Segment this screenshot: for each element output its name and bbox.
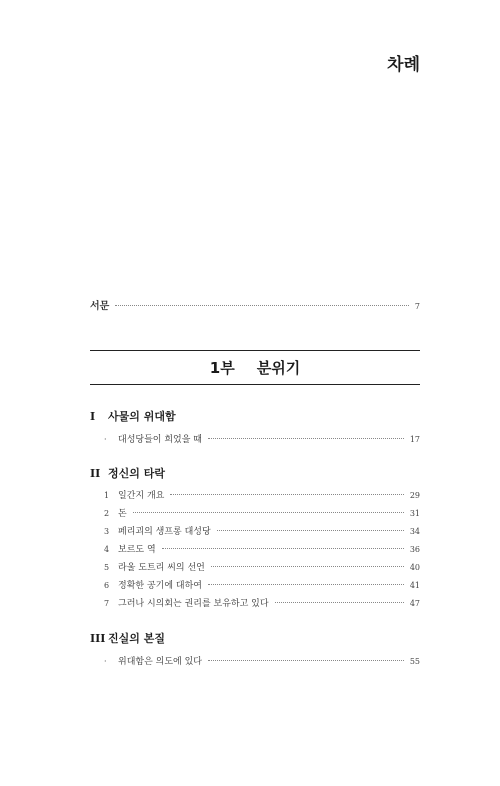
toc-entry-label: 돈 [118,509,127,519]
section-title: 진실의 본질 [108,632,165,645]
toc-entry-label: 페리괴의 생프롱 대성당 [118,527,211,537]
section-title: 사물의 위대함 [108,410,176,423]
dot-leader [170,494,403,495]
dot-leader [133,512,404,513]
dot-leader [208,438,404,439]
toc-entry[interactable] [104,596,420,609]
toc-entry-page: 17 [409,435,420,444]
dot-leader [208,584,404,585]
toc-entry-label: 그러나 시의회는 권리를 보유하고 있다 [118,599,269,609]
section-heading [90,465,165,481]
toc-entry[interactable] [104,524,420,537]
dot-leader [217,530,404,531]
toc-entry-page: 41 [409,581,420,590]
toc-entry-marker: · [104,657,107,666]
toc-entry-marker: 7 [104,599,110,608]
section-title: 정신의 타락 [108,467,165,480]
part-title: 분위기 [256,359,301,377]
toc-entry-marker: 1 [104,491,110,500]
dot-leader [275,602,404,603]
toc-entry-label: 서문 [90,301,110,312]
toc-entry-page: 34 [409,527,420,536]
toc-entry[interactable] [104,488,420,501]
section-heading [90,408,176,424]
toc-entry-label: 라울 도트리 씨의 선언 [118,563,205,573]
toc-entry[interactable] [104,560,420,573]
toc-entry[interactable] [104,542,420,555]
section-heading [90,630,165,646]
toc-entry-label: 대성당들이 희었을 때 [118,435,202,445]
toc-entry-page: 31 [409,509,420,518]
toc-entry[interactable] [104,432,420,445]
toc-entry[interactable] [104,578,420,591]
part-number: 1부 [209,359,235,377]
toc-entry-page: 29 [409,491,420,500]
part-header [90,350,420,385]
section-numeral: III [90,632,106,645]
dot-leader [208,660,404,661]
toc-entry-marker: 6 [104,581,110,590]
toc-entry-label: 보르도 역 [118,545,156,555]
section-numeral: II [90,467,101,480]
page-title: 차례 [387,55,420,75]
toc-entry[interactable] [104,654,420,667]
toc-entry-page: 7 [414,302,420,311]
toc-entry-marker: 2 [104,509,110,518]
toc-entry-page: 47 [409,599,420,608]
toc-entry-marker: 4 [104,545,110,554]
toc-entry-page: 40 [409,563,420,572]
toc-entry-page: 36 [409,545,420,554]
toc-entry-label: 위대함은 의도에 있다 [118,657,202,667]
toc-entry-label: 정확한 공기에 대하여 [118,581,202,591]
toc-entry-marker: 5 [104,563,110,572]
toc-entry-label: 일간지 개요 [118,491,165,501]
toc-entry-page: 55 [409,657,420,666]
section-numeral: I [90,410,96,423]
toc-entry-marker: · [104,435,107,444]
toc-entry-intro[interactable] [90,297,420,312]
dot-leader [162,548,404,549]
toc-entry-marker: 3 [104,527,110,536]
toc-entry[interactable] [104,506,420,519]
dot-leader [211,566,404,567]
dot-leader [115,305,409,306]
